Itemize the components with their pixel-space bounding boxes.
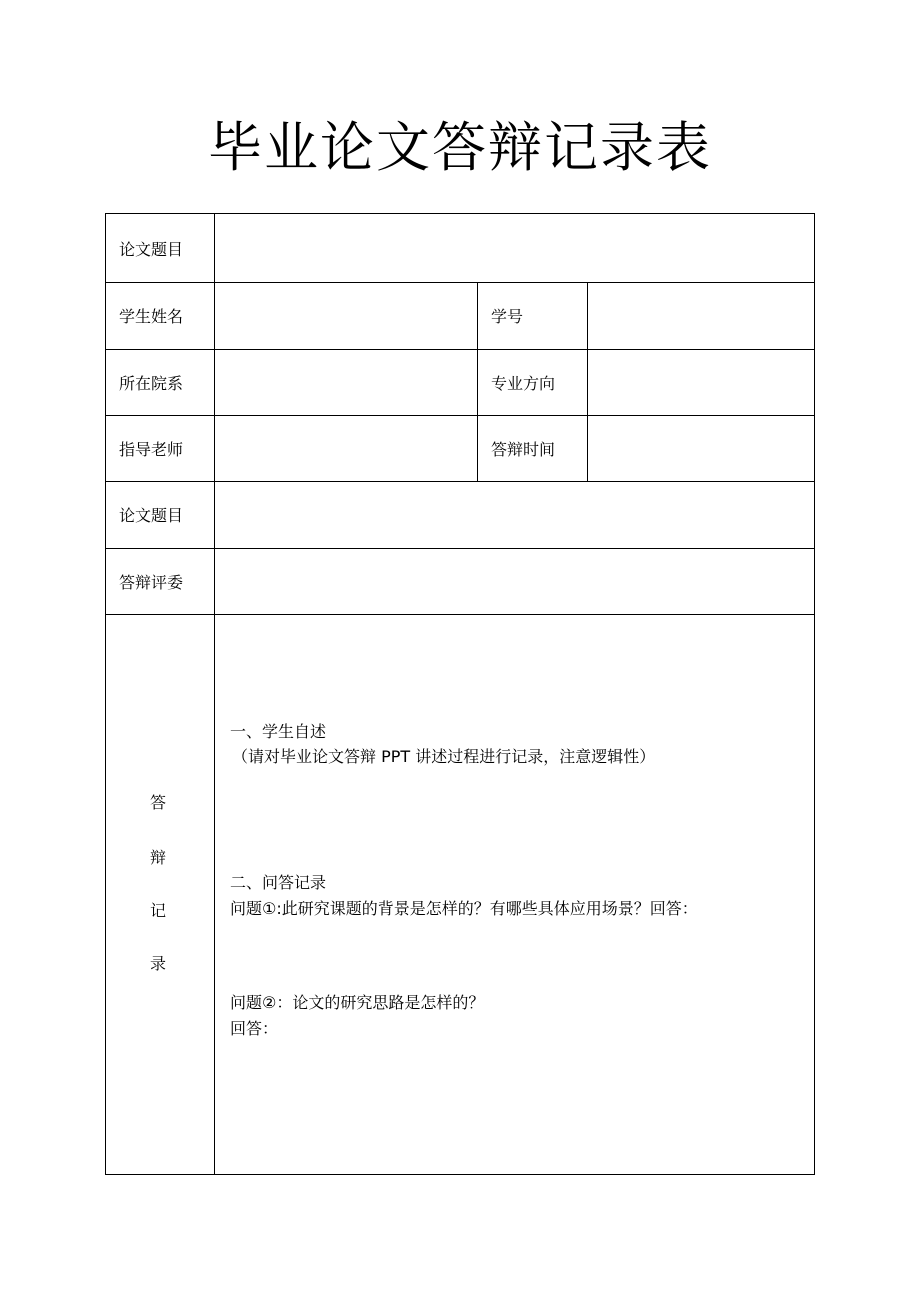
record-label-char: 答	[150, 793, 167, 812]
advisor-field[interactable]	[215, 416, 477, 481]
label-committee: 答辩评委	[119, 572, 184, 592]
label-student-id: 学号	[491, 307, 524, 326]
label-major: 专业方向	[491, 373, 556, 393]
section-self-statement: 一、学生自述	[230, 722, 327, 741]
record-label-char: 辩	[150, 848, 167, 867]
record-label-char: 记	[150, 901, 167, 920]
question-2: 问题②：论文的研究思路是怎样的？	[230, 993, 485, 1012]
label-defense-time: 答辩时间	[491, 439, 556, 459]
label-thesis-title-2: 论文题目	[119, 506, 184, 525]
major-field[interactable]	[588, 350, 814, 415]
page-title: 毕业论文答辩记录表	[208, 116, 712, 179]
student-name-field[interactable]	[215, 283, 477, 349]
student-id-field[interactable]	[588, 283, 814, 349]
question-1: 问题①:此研究课题的背景是怎样的？有哪些具体应用场景？回答：	[230, 899, 698, 918]
label-student-name: 学生姓名	[119, 307, 184, 326]
column-divider	[477, 282, 478, 482]
label-thesis-title: 论文题目	[119, 239, 184, 259]
row-divider	[105, 614, 815, 615]
table-border	[814, 213, 815, 1175]
department-field[interactable]	[215, 350, 477, 415]
committee-field[interactable]	[215, 549, 814, 614]
section-qa-record: 二、问答记录	[230, 873, 327, 892]
thesis-title-2-field[interactable]	[215, 482, 814, 548]
label-advisor: 指导老师	[119, 439, 184, 459]
table-border	[105, 1174, 815, 1175]
defense-time-field[interactable]	[588, 416, 814, 481]
self-statement-note: （请对毕业论文答辩 PPT 讲述过程进行记录，注意逻辑性）	[232, 747, 656, 766]
answer-2-label: 回答：	[230, 1019, 279, 1038]
table-border	[105, 213, 106, 1175]
label-department: 所在院系	[119, 373, 184, 393]
thesis-title-field[interactable]	[215, 214, 814, 282]
record-label-char: 录	[150, 954, 167, 973]
